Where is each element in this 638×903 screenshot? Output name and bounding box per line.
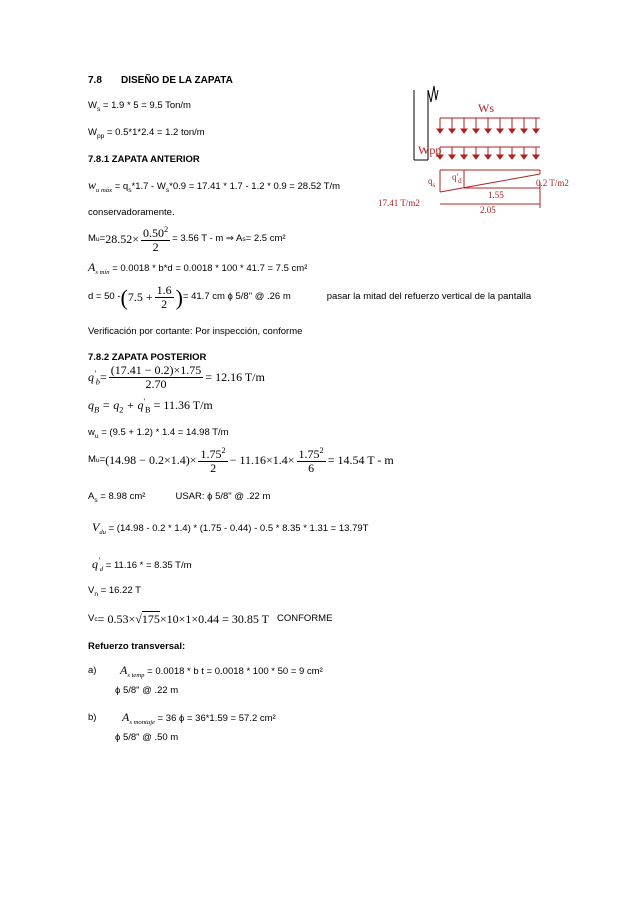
ws-label: Ws <box>478 101 494 115</box>
mu-posterior-equation: M u = (14.98 − 0.2×1.4)× $\frac{1.75^2}{2}$ − 11.16×1.4× $\frac{1.75^2}{6}$ = 14.54 T - m <box>88 446 394 476</box>
vn-line: $V_n = 16.22$ T <box>88 585 141 598</box>
section-title: DISEÑO DE LA ZAPATA <box>121 75 233 86</box>
dim-155: 1.55 <box>488 190 504 200</box>
as-montaje-bar: ϕ 5/8" @ .50 m <box>115 732 179 743</box>
as-montaje-equation: $A_{s montaje} = 36$ ϕ = 36*1.59 = 57.2 cm² <box>122 710 276 726</box>
vc-equation: V c = 0.53× √175 ×10×1×0.44 = 30.85 T CONFORME <box>88 612 333 626</box>
footing-load-diagram <box>370 82 580 217</box>
d-equation: d = 50 - ( 7.5 + $\frac{1.6}{2}$ ) = 41.7 cm ϕ 5/8" @ .26 m pasar la mitad del refuerzo vertical de la pantalla <box>88 283 532 312</box>
as-temp-equation: $A_{s temp} = 0.0018 * b$ t = 0.0018 * 100 * 50 = 9 cm² <box>120 663 323 679</box>
dim-205: 2.05 <box>480 205 496 215</box>
wu-max-equation: $w_{u máx} = q_s*1.7 - W_s*0.9 = 17.41 * 1.7 - 1.2 * 0.9 = 28.52$ T/m <box>88 178 341 194</box>
qB-equation: $q_B = q_2 + q'_B = 11.36$ T/m <box>88 397 213 415</box>
wu-posterior: $w_u = (9.5 + 1.2) * 1.4 = 14.98$ T/m <box>88 427 229 440</box>
as-temp-bar: ϕ 5/8" @ .22 m <box>115 685 179 696</box>
pressure-left-label: 17.41 T/m2 <box>378 198 420 208</box>
conservadoramente: conservadoramente. <box>88 207 175 218</box>
as-posterior: $A_s = 8.98$ cm² USAR: ϕ 5/8" @ .22 m <box>88 491 271 504</box>
section-number: 7.8 <box>88 75 102 86</box>
verificacion-cortante: Verificación por cortante: Por inspección, conforme <box>88 326 303 337</box>
item-b-label: b) <box>88 712 97 723</box>
ws-line: $W_s = 1.9 * 5 = 9.5$ Ton/m <box>88 100 191 113</box>
mu-anterior-equation: M u = 28.52× $\frac{0.50^2}{2}$ = 3.56 T - m ⇒ A s = 2.5 cm² <box>88 225 286 255</box>
subsection-anterior: 7.8.1 ZAPATA ANTERIOR <box>88 154 200 165</box>
qd-equation: $q'_d = 11.16$ * = 8.35 T/m <box>92 556 192 573</box>
qb-prime-equation: $q'_b$ = $\frac{(17.41 - 0.2)\times 1.75}{2.70}$ = 12.16 T/m <box>88 363 265 392</box>
subsection-posterior: 7.8.2 ZAPATA POSTERIOR <box>88 352 207 363</box>
vdu-equation: $V_{du} = (14.98 - 0.2 * 1.4) * (1.75 - 0.44) - 0.5 * 8.35 * 1.31 = 13.79T$ <box>92 520 369 536</box>
refuerzo-transversal-heading: Refuerzo transversal: <box>88 641 186 652</box>
wpp-line: $W_{pp} = 0.5*1*2.4 = 1.2$ ton/m <box>88 127 205 140</box>
qd-label: $q'_d$ <box>452 172 462 185</box>
pressure-right-label: 0.2 T/m2 <box>536 178 569 188</box>
wpp-label: Wpp <box>418 143 442 157</box>
as-min-equation: $A_{s mín} = 0.0018 * b*d = 0.0018 * 100 * 41.7 = 7.5$ cm² <box>88 260 308 276</box>
qs-label: $q_s$ <box>428 176 436 189</box>
item-a-label: a) <box>88 665 97 676</box>
